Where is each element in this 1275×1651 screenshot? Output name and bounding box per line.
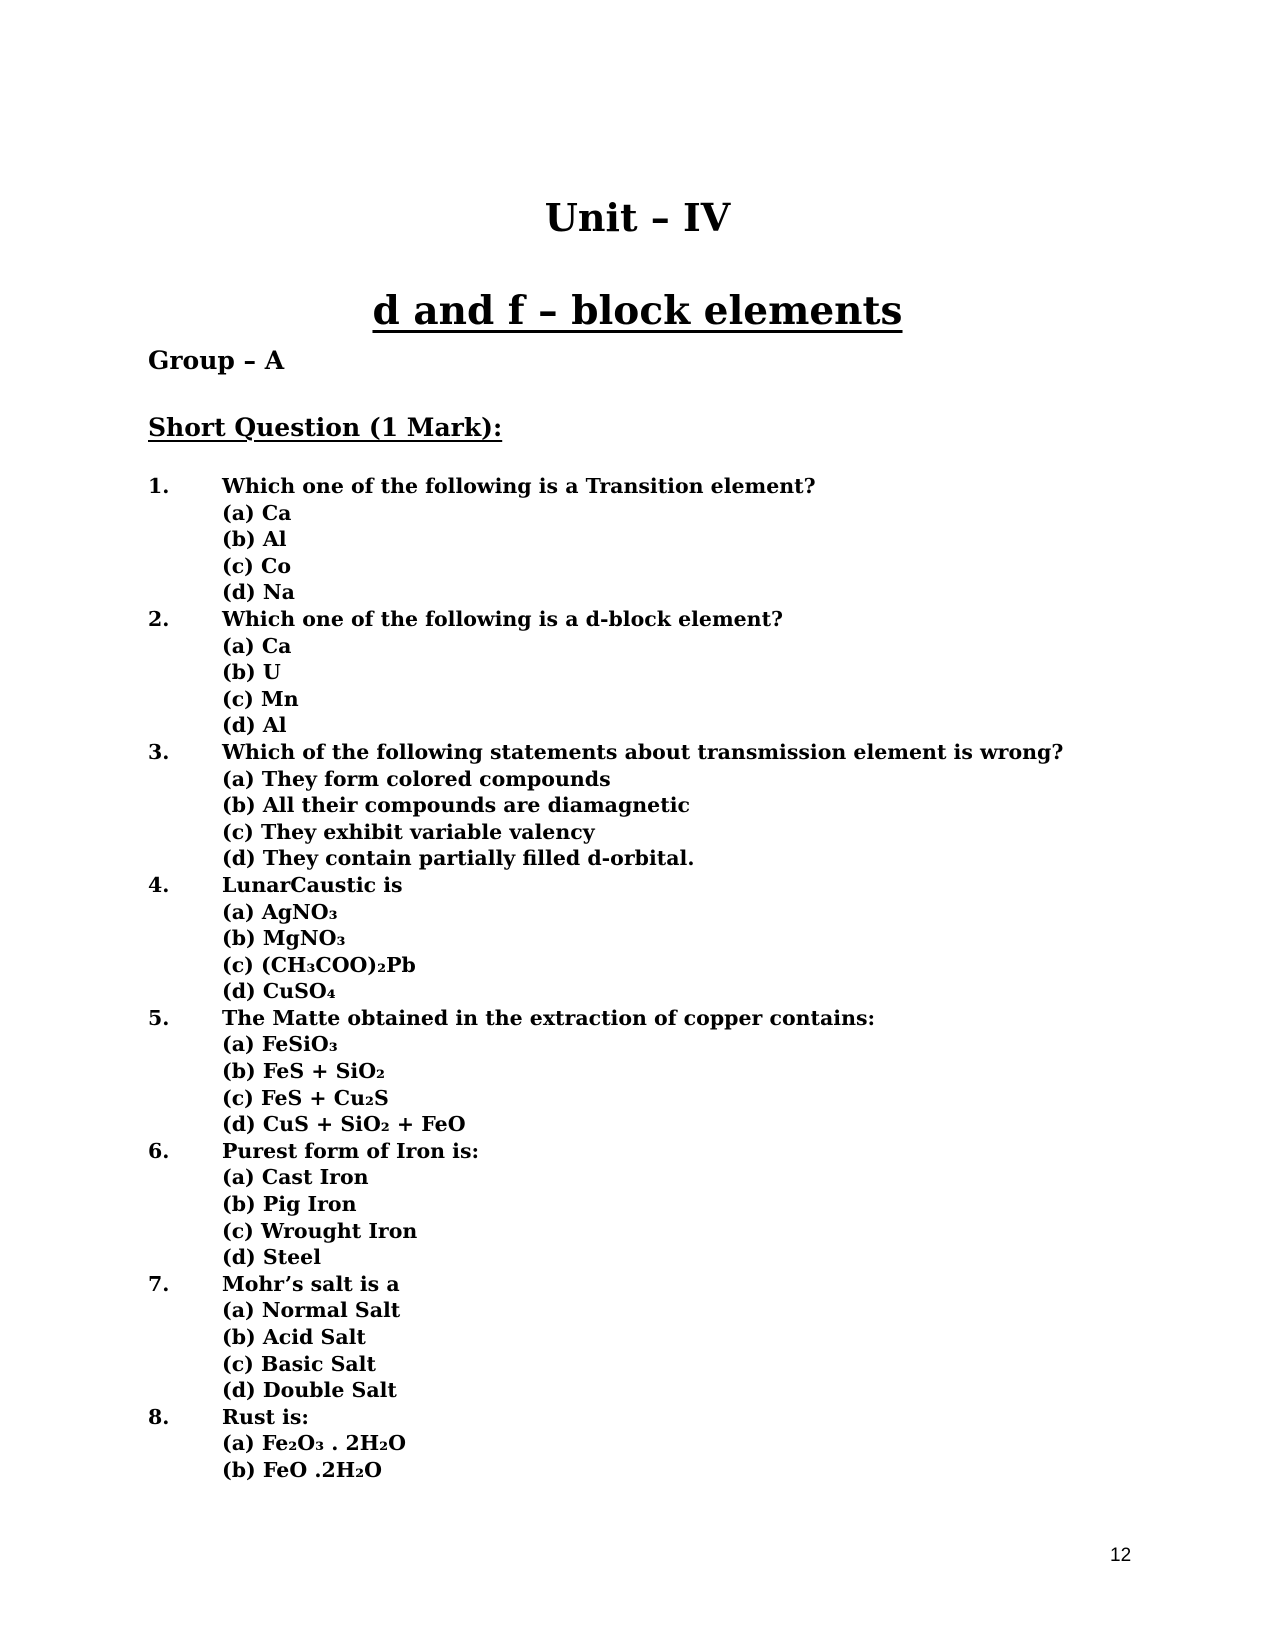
option-d: (d) Na <box>222 580 295 605</box>
option-a: (a) FeSiO₃ <box>222 1032 338 1057</box>
question-list <box>148 473 1198 1484</box>
option-b: (b) U <box>222 660 281 685</box>
option-c: (c) FeS + Cu₂S <box>222 1085 389 1110</box>
option-a: (a) Normal Salt <box>222 1298 401 1323</box>
option-b: (b) All their compounds are diamagnetic <box>222 793 690 818</box>
option-c: (c) Co <box>222 553 292 578</box>
question-item <box>148 1271 1198 1404</box>
question-line <box>148 473 1198 500</box>
question-line <box>148 1005 1198 1032</box>
option-a: (a) AgNO₃ <box>222 899 338 924</box>
option-list <box>148 1297 1198 1403</box>
unit-title: Unit – IV <box>544 195 731 240</box>
option-b: (b) Acid Salt <box>222 1325 366 1349</box>
option-list <box>148 766 1198 872</box>
option-a: (a) Ca <box>222 633 292 658</box>
option-a: (a) Cast Iron <box>222 1165 369 1190</box>
option-b: (b) FeO .2H₂O <box>222 1457 382 1482</box>
question-text: Mohr’s salt is a <box>222 1272 400 1297</box>
question-item <box>148 1005 1198 1138</box>
option-b: (b) Pig Iron <box>222 1192 357 1217</box>
question-number: 5. <box>148 1006 170 1031</box>
option-b: (b) Al <box>222 527 287 552</box>
question-text: Which one of the following is a Transition element? <box>222 474 816 499</box>
question-line <box>148 739 1198 766</box>
question-text: The Matte obtained in the extraction of copper contains: <box>222 1006 876 1031</box>
chapter-title: d and f – block elements <box>372 288 903 334</box>
option-a: (a) They form colored compounds <box>222 766 611 791</box>
option-d: (d) Double Salt <box>222 1378 397 1403</box>
option-list <box>148 899 1198 1005</box>
option-list <box>148 1164 1198 1270</box>
option-c: (c) Basic Salt <box>222 1351 376 1376</box>
option-a: (a) Ca <box>222 500 292 525</box>
question-item <box>148 1138 1198 1271</box>
question-text: Purest form of Iron is: <box>222 1139 480 1164</box>
question-number: 8. <box>148 1405 170 1430</box>
question-number: 3. <box>148 740 170 765</box>
question-item <box>148 1404 1198 1484</box>
question-item <box>148 739 1198 872</box>
question-item <box>148 872 1198 1005</box>
section-heading: Short Question (1 Mark): <box>148 413 503 442</box>
option-b: (b) MgNO₃ <box>222 926 346 951</box>
option-c: (c) Wrought Iron <box>222 1218 418 1243</box>
question-line <box>148 1138 1198 1165</box>
question-text: Which one of the following is a d-block element? <box>222 607 784 632</box>
question-text: Rust is: <box>222 1405 309 1430</box>
question-line <box>148 1404 1198 1431</box>
option-c: (c) They exhibit variable valency <box>222 819 595 844</box>
option-d: (d) CuSO₄ <box>222 979 336 1004</box>
question-line <box>148 606 1198 633</box>
question-text: LunarCaustic is <box>222 873 403 898</box>
option-c: (c) Mn <box>222 686 299 711</box>
group-label: Group – A <box>148 346 285 375</box>
question-number: 7. <box>148 1272 170 1297</box>
question-item <box>148 606 1198 739</box>
question-line <box>148 1271 1198 1298</box>
option-d: (d) They contain partially filled d-orbital. <box>222 846 695 871</box>
option-c: (c) (CH₃COO)₂Pb <box>222 952 416 977</box>
question-text: Which of the following statements about transmission element is wrong? <box>222 740 1064 765</box>
option-d: (d) Steel <box>222 1245 322 1270</box>
option-list <box>148 1430 1198 1483</box>
option-list <box>148 1031 1198 1137</box>
option-b: (b) FeS + SiO₂ <box>222 1059 386 1084</box>
option-list <box>148 633 1198 739</box>
option-a: (a) Fe₂O₃ . 2H₂O <box>222 1431 406 1456</box>
page-number: 12 <box>1110 1545 1132 1566</box>
question-number: 4. <box>148 873 170 898</box>
question-number: 2. <box>148 607 170 632</box>
question-number: 6. <box>148 1139 170 1164</box>
question-line <box>148 872 1198 899</box>
question-item <box>148 473 1198 606</box>
option-list <box>148 500 1198 606</box>
question-number: 1. <box>148 474 170 499</box>
option-d: (d) Al <box>222 713 287 738</box>
option-d: (d) CuS + SiO₂ + FeO <box>222 1112 466 1137</box>
